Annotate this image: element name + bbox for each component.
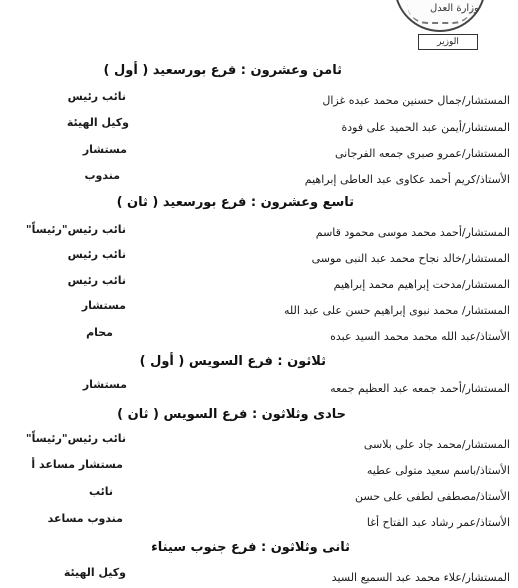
member-name: المستشار/أحمد محمد موسى محمود قاسم xyxy=(315,226,510,239)
member-role: مستشار xyxy=(81,299,126,312)
member-role: مندوب مساعد xyxy=(47,512,123,525)
member-role: مندوب xyxy=(84,169,120,182)
member-name: الأستاذ/عبد الله محمد محمد السيد عبده xyxy=(330,330,510,343)
member-role: محام xyxy=(86,326,113,339)
member-role: نائب رئيس"رئيساً" xyxy=(25,432,126,445)
member-role: وكيل الهيئة xyxy=(63,566,126,579)
member-role: وكيل الهيئة xyxy=(66,116,129,129)
member-name: المستشار/ محمد نبوى إبراهيم حسن على عبد الله xyxy=(283,304,510,317)
section-heading: ثلاثون : فرع السويس ( أول ) xyxy=(139,354,326,369)
member-name: الأستاذ/باسم سعيد متولى عطيه xyxy=(366,464,510,477)
member-role: نائب xyxy=(88,485,113,498)
section-heading: حادى وثلاثون : فرع السويس ( ثان ) xyxy=(117,407,346,422)
member-name: المستشار/محمد جاد على بلاسى xyxy=(363,438,510,451)
member-name: الأستاذ/مصطفى لطفى على حسن xyxy=(355,490,510,503)
member-role: نائب رئيس xyxy=(67,274,126,287)
member-role: مستشار xyxy=(82,143,127,156)
member-name: المستشار/أيمن عبد الحميد على فودة xyxy=(341,121,510,134)
member-name: المستشار/مدحت إبراهيم محمد إبراهيم xyxy=(333,278,510,291)
member-name: المستشار/جمال حسنين محمد عبده غزال xyxy=(322,94,510,107)
member-role: نائب رئيس xyxy=(67,248,126,261)
member-role: نائب رئيس xyxy=(67,90,126,103)
section-heading: ثانى وثلاثون : فرع جنوب سيناء xyxy=(151,540,350,555)
section-heading: تاسع وعشرون : فرع بورسعيد ( ثان ) xyxy=(116,195,354,210)
member-role: مستشار xyxy=(82,378,127,391)
section-heading: ثامن وعشرون : فرع بورسعيد ( أول ) xyxy=(103,63,342,78)
member-name: الأستاذ/عمر رشاد عبد الفتاح أغا xyxy=(366,516,510,529)
member-name: المستشار/أحمد جمعه عبد العظيم جمعه xyxy=(330,382,510,395)
minister-label: الوزير xyxy=(418,34,478,50)
member-role: نائب رئيس"رئيساً" xyxy=(25,223,126,236)
ministry-seal-text: وزارة العدل xyxy=(430,3,479,14)
member-name: المستشار/عمرو صبرى جمعه الفرجانى xyxy=(334,147,510,160)
member-name: المستشار/خالد نجاح محمد عبد النبى موسى xyxy=(311,252,510,265)
member-name: المستشار/علاء محمد عبد السميع السيد xyxy=(331,571,510,584)
member-role: مستشار مساعد أ xyxy=(31,458,123,471)
member-name: الأستاذ/كريم أحمد عكاوى عبد العاطى إبراهيم xyxy=(304,173,510,186)
